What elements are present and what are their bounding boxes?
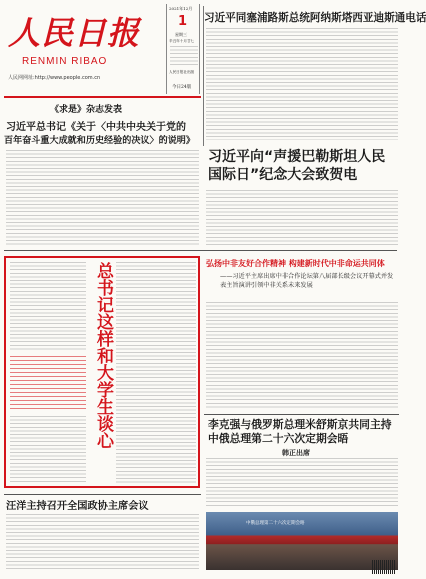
dateline-edition: 今日24版 <box>172 85 192 90</box>
column-divider <box>203 6 204 146</box>
bottom-divider <box>4 494 201 495</box>
top-right-article <box>206 28 398 140</box>
africa-headline: 弘扬中非友好合作精神 构建新时代中非命运共同体 <box>206 259 385 268</box>
feature-intro <box>10 262 86 350</box>
dateline-lunar: 辛丑年十月廿七 <box>169 39 195 43</box>
cppcc-article <box>6 514 199 570</box>
dateline-details <box>170 46 198 66</box>
section-divider <box>4 250 397 251</box>
feature-col2 <box>116 262 196 484</box>
masthead-site: 人民网网址:http://www.people.com.cn <box>8 75 101 81</box>
dateline-issue: 人民日报社出版 <box>169 70 195 74</box>
feature-vertical-title: 总书记这样和大学生谈心 <box>93 262 113 449</box>
dateline-day: 1 <box>178 14 188 29</box>
masthead <box>4 4 164 94</box>
dateline-box <box>166 4 200 94</box>
africa-subhead: ——习近平主席出席中非合作论坛第八届部长级会议开幕式并发表主旨演讲引领中非关系未来发展 <box>220 273 394 289</box>
feature-box <box>4 256 200 488</box>
masthead-logo: 人民日报 <box>8 14 141 52</box>
meeting-photo <box>206 512 398 570</box>
premier-subhead: 韩正出席 <box>282 448 310 457</box>
feature-col1-bottom <box>10 416 86 484</box>
top-right-headline: 习近平同塞浦路斯总统阿纳斯塔西亚迪斯通电话 <box>204 12 426 24</box>
premier-headline: 李克强与俄罗斯总理米舒斯京共同主持中俄总理第二十六次定期会晤 <box>208 418 392 445</box>
photo-banner: 中俄总理第二十六次定期会晤 <box>246 521 305 526</box>
right-mid-article <box>206 190 398 246</box>
main-article <box>6 150 199 246</box>
dateline-year-month: 2021年12月 <box>169 6 193 11</box>
africa-divider <box>204 414 399 415</box>
barcode <box>372 560 396 574</box>
feature-intro-bold <box>10 356 86 410</box>
qiushi-title: 《求是》杂志发表 <box>50 105 123 115</box>
masthead-pinyin: RENMIN RIBAO <box>22 56 108 67</box>
masthead-rule <box>4 96 201 98</box>
main-headline-line1: 习近平总书记《关于〈中共中央关于党的 <box>6 122 186 133</box>
cppcc-headline: 汪洋主持召开全国政协主席会议 <box>6 501 149 512</box>
right-mid-headline <box>208 148 396 184</box>
dateline-weekday: 星期三 <box>175 32 187 37</box>
right-mid-headline-text: 习近平向“声援巴勒斯坦人民国际日”纪念大会致贺电 <box>208 149 386 183</box>
main-headline-line2: 百年奋斗重大成就和历史经验的决议〉的说明》 <box>4 136 195 146</box>
africa-article <box>206 302 398 410</box>
premier-article <box>206 458 398 508</box>
